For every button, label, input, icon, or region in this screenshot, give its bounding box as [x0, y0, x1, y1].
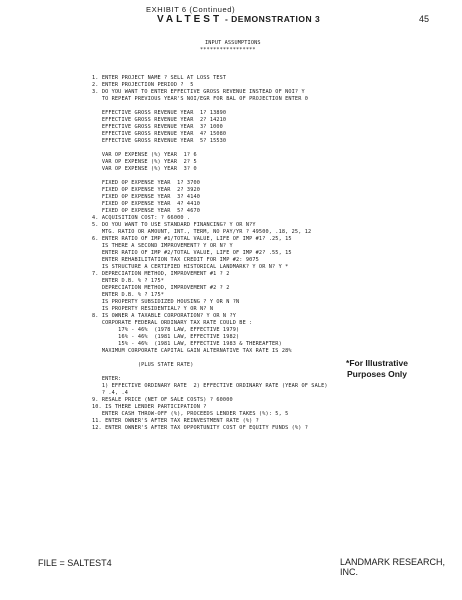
printout-lines [92, 75, 328, 432]
illustrative-note-line2: Purposes Only [347, 369, 407, 379]
page-number: 45 [419, 14, 430, 24]
printout-line: 7. DEPRECIATION METHOD, IMPROVEMENT #1 ? 2 [92, 271, 230, 277]
printout-line: (PLUS STATE RATE) [92, 362, 194, 368]
printout-line: 15% - 46% (1981 LAW, EFFECTIVE 1983 & THEREAFTER) [92, 341, 282, 347]
printout-line: ENTER CASH THROW-OFF (%), PROCEEDS LENDER TAKES (%): 5, 5 [92, 411, 289, 417]
printout-line: EFFECTIVE GROSS REVENUE YEAR 3? 1000 [92, 124, 223, 130]
printout-line: MAXIMUM CORPORATE CAPITAL GAIN ALTERNATIVE TAX RATE IS 28% [92, 348, 292, 354]
section-heading-underline: ***************** [200, 47, 256, 53]
printout-line: IS PROPERTY SUBSIDIZED HOUSING ? Y OR N ?N [92, 299, 240, 305]
printout-line: ENTER REHABILITATION TAX CREDIT FOR IMP #2: 9075 [92, 257, 259, 263]
printout-line: ENTER D.B. % ? 175* [92, 292, 165, 298]
printout-line: TO REPEAT PREVIOUS YEAR'S NOI/EGR FOR BAL OF PROJECTION ENTER 0 [92, 96, 309, 102]
printout-line: 2. ENTER PROJECTION PERIOD ? 5 [92, 82, 194, 88]
line-spacer [92, 355, 328, 362]
printout-line: 8. IS OWNER A TAXABLE CORPORATION? Y OR N ?Y [92, 313, 237, 319]
printout-line: FIXED OP EXPENSE YEAR 4? 4410 [92, 201, 201, 207]
printout-line: ? .4, .4 [92, 390, 129, 396]
file-name: FILE = SALTEST4 [38, 558, 112, 568]
printout-line: VAR OP EXPENSE (%) YEAR 2? 5 [92, 159, 197, 165]
printout-line: ENTER: [92, 376, 122, 382]
title-demonstration: - DEMONSTRATION 3 [222, 14, 321, 24]
printout-line: 6. ENTER RATIO OF IMP #1/TOTAL VALUE, LIFE OF IMP #1? .25, 15 [92, 236, 292, 242]
title-valtest: VALTEST [157, 14, 223, 25]
printout-line: IS PROPERTY RESIDENTIAL? Y OR N? N [92, 306, 214, 312]
line-spacer [92, 173, 328, 180]
printout-line: FIXED OP EXPENSE YEAR 1? 3700 [92, 180, 201, 186]
printout-line: 4. ACQUISITION COST: ? 66000 . [92, 215, 191, 221]
printout-line: ENTER D.B. % ? 175* [92, 278, 165, 284]
printout-line: 10. IS THERE LENDER PARTICIPATION ? [92, 404, 207, 410]
printout-line: FIXED OP EXPENSE YEAR 2? 3920 [92, 187, 201, 193]
line-spacer [92, 369, 328, 376]
printout-line: 17% - 46% (1978 LAW, EFFECTIVE 1979) [92, 327, 240, 333]
printout-line: 5. DO YOU WANT TO USE STANDARD FINANCING? Y OR N?Y [92, 222, 256, 228]
printout-line: ENTER RATIO OF IMP #2/TOTAL VALUE, LIFE OF IMP #2? .55, 15 [92, 250, 292, 256]
printout-line: EFFECTIVE GROSS REVENUE YEAR 5? 15530 [92, 138, 227, 144]
section-heading: INPUT ASSUMPTIONS [205, 40, 261, 46]
printout-line: VAR OP EXPENSE (%) YEAR 1? 6 [92, 152, 197, 158]
printout-line: FIXED OP EXPENSE YEAR 3? 4140 [92, 194, 201, 200]
printout-line: 1. ENTER PROJECT NAME ? SELL AT LOSS TEST [92, 75, 227, 81]
printout-line: DEPRECIATION METHOD, IMPROVEMENT #2 ? 2 [92, 285, 230, 291]
printout-line: FIXED OP EXPENSE YEAR 5? 4670 [92, 208, 201, 214]
printout-line: CORPORATE FEDERAL ORDINARY TAX RATE COULD BE : [92, 320, 253, 326]
company-name: LANDMARK RESEARCH, INC. [340, 557, 446, 577]
printout-line: IS THERE A SECOND IMPROVEMENT? Y OR N? Y [92, 243, 233, 249]
printout-line: EFFECTIVE GROSS REVENUE YEAR 1? 13890 [92, 110, 227, 116]
printout-line: 3. DO YOU WANT TO ENTER EFFECTIVE GROSS REVENUE INSTEAD OF NOI? Y [92, 89, 305, 95]
printout-line: 16% - 46% (1981 LAW, EFFECTIVE 1982) [92, 334, 240, 340]
printout-line: MTG. RATIO OR AMOUNT, INT., TERM, NO PAY/YR ? 49500, .18, 25, 12 [92, 229, 312, 235]
line-spacer [92, 145, 328, 152]
printout-line: 11. ENTER OWNER'S AFTER TAX REINVESTMENT RATE (%) ? [92, 418, 259, 424]
printout-line: 12. ENTER OWNER'S AFTER TAX OPPORTUNITY COST OF EQUITY FUNDS (%) ? [92, 425, 309, 431]
document-title [157, 14, 320, 25]
exhibit-label: EXHIBIT 6 (Continued) [146, 5, 236, 14]
printout-line: 9. RESALE PRICE (NET OF SALE COSTS) ? 60000 [92, 397, 233, 403]
printout-line: EFFECTIVE GROSS REVENUE YEAR 2? 14210 [92, 117, 227, 123]
printout-line: 1) EFFECTIVE ORDINARY RATE 2) EFFECTIVE ORDINARY RATE (YEAR OF SALE) [92, 383, 328, 389]
illustrative-note-line1: *For Illustrative [346, 358, 408, 368]
printout-line: EFFECTIVE GROSS REVENUE YEAR 4? 15080 [92, 131, 227, 137]
illustrative-note [332, 358, 422, 380]
line-spacer [92, 103, 328, 110]
printout-line: IS STRUCTURE A CERTIFIED HISTORICAL LANDMARK? Y OR N? Y * [92, 264, 289, 270]
printout-line: VAR OP EXPENSE (%) YEAR 3? 0 [92, 166, 197, 172]
